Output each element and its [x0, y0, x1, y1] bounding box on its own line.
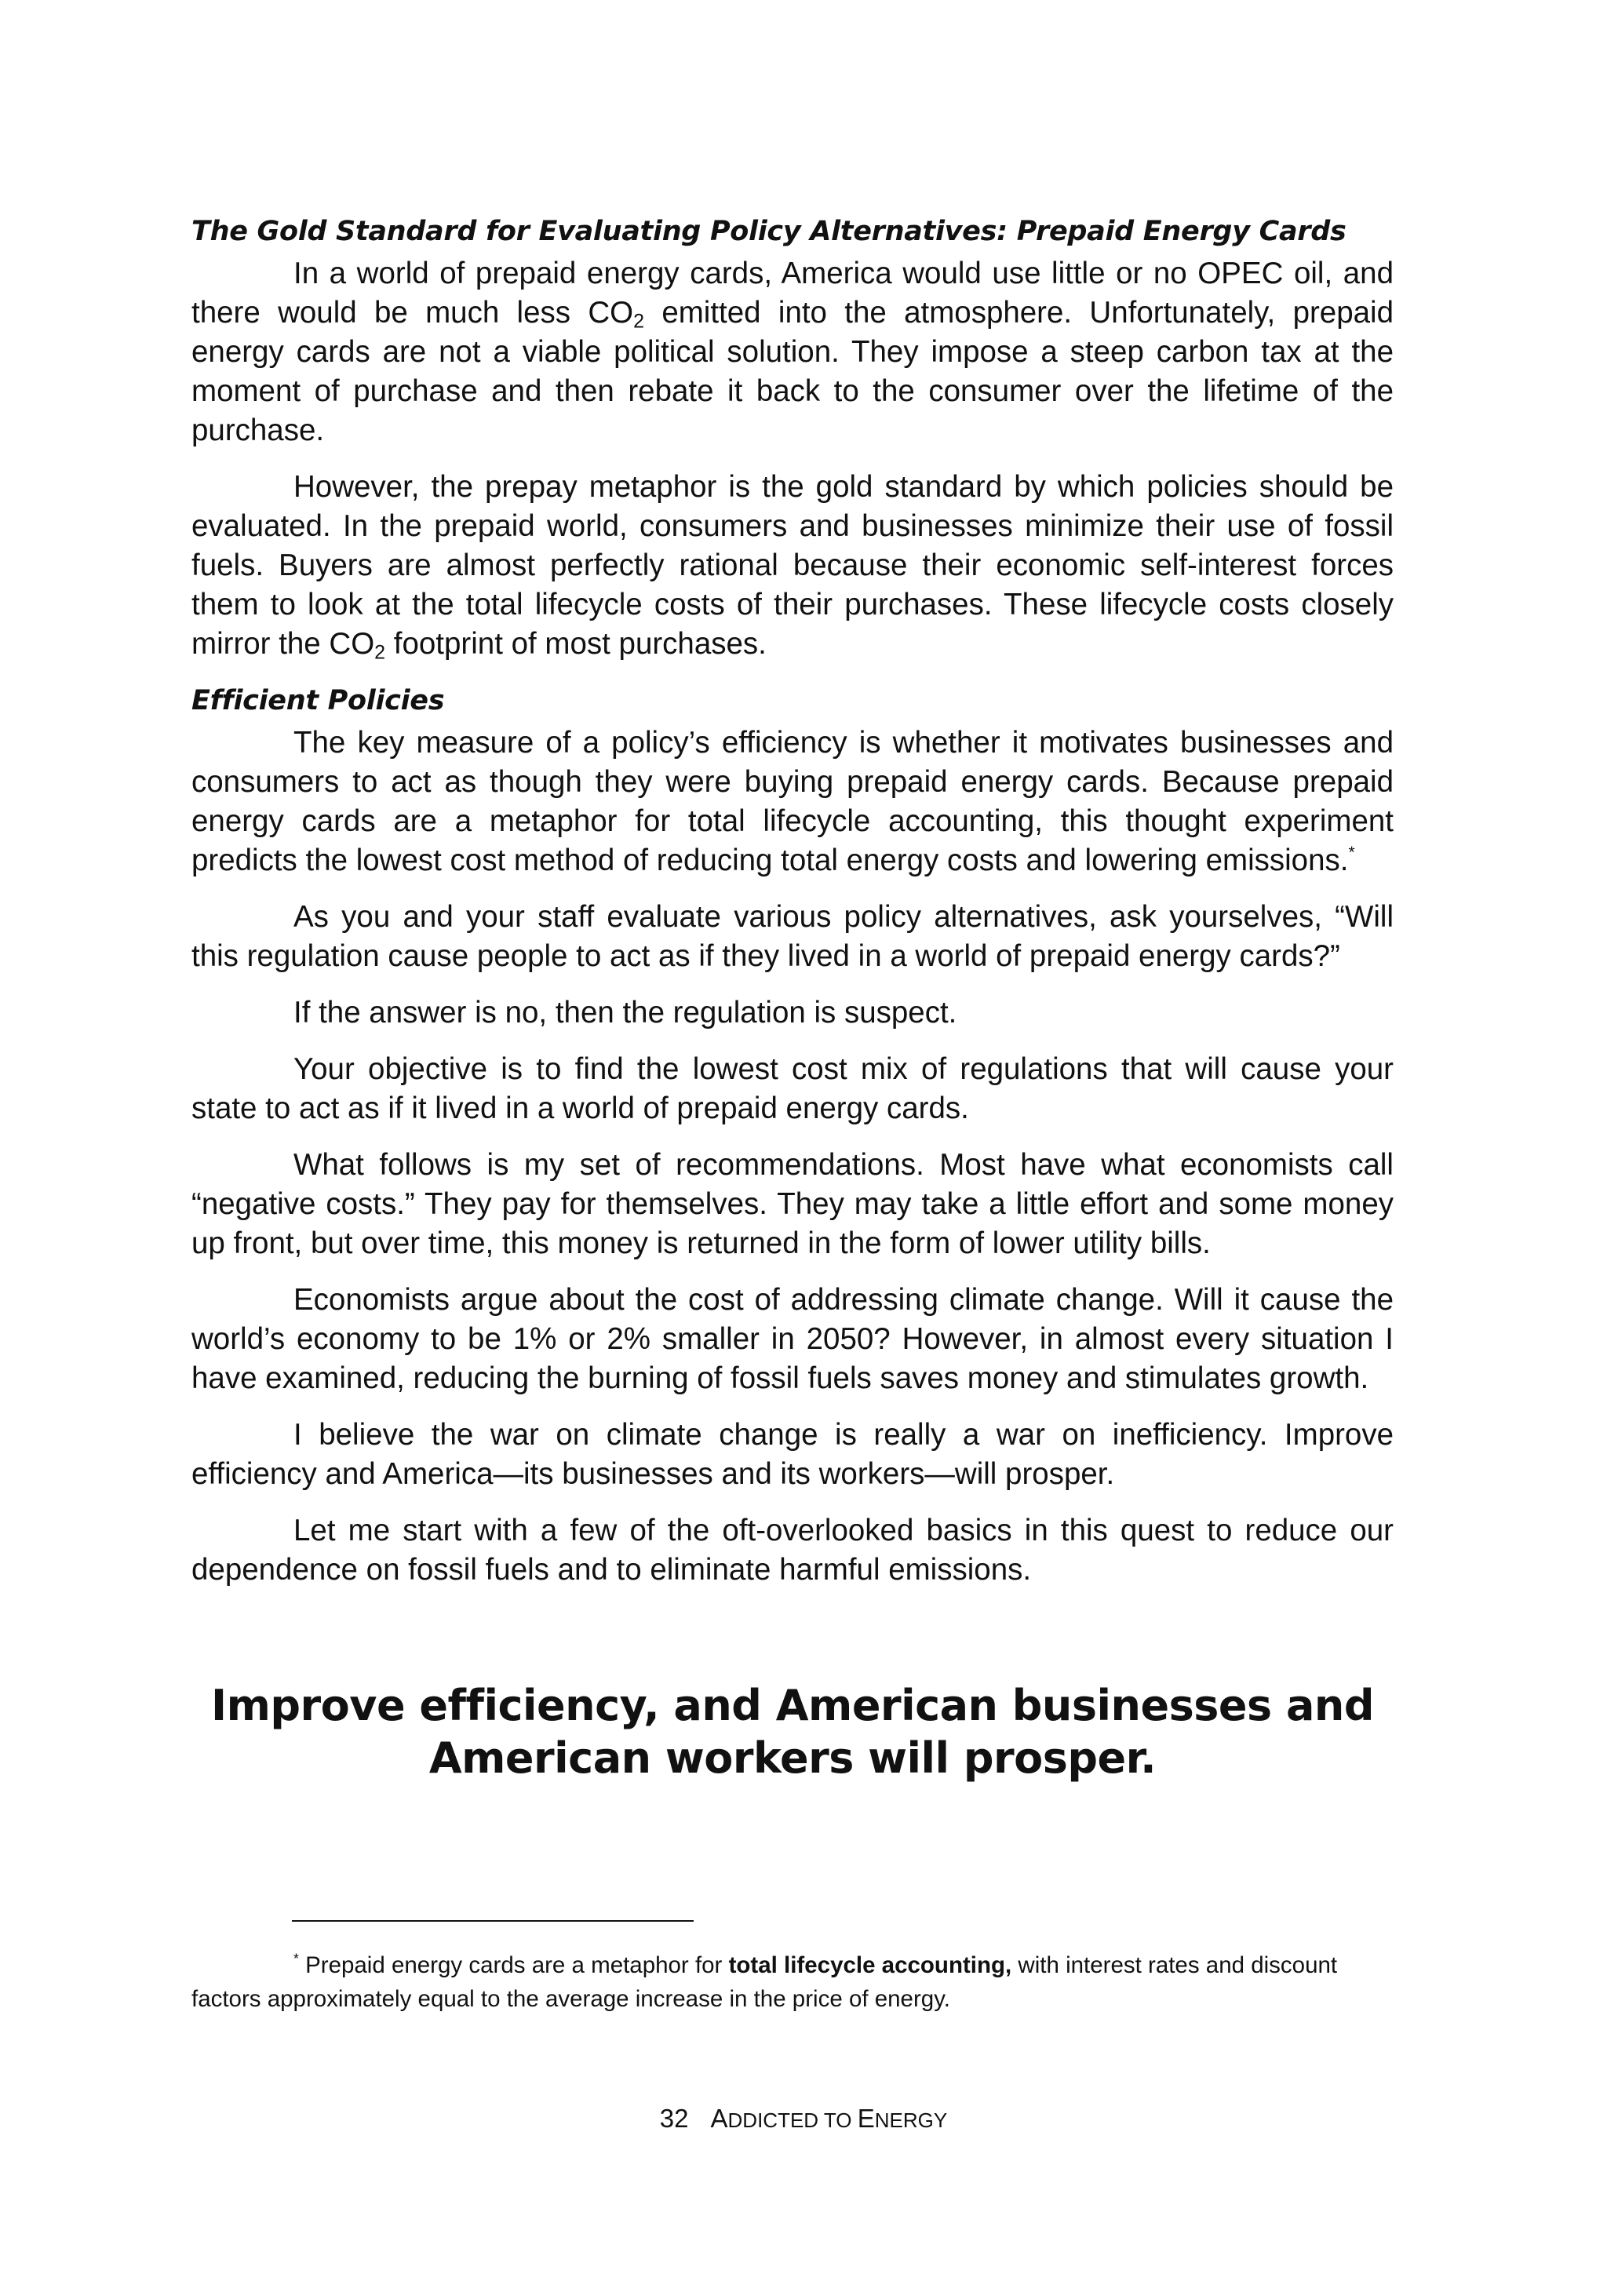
paragraph: Economists argue about the cost of addressing climate change. Will it cause the world’s economy to be 1% or 2% smaller in 2050? However, in almost every situation I have examined, reducing the burning of fossil fuels saves money and stimulates growth. [191, 1283, 1394, 1395]
footnote [191, 1948, 1394, 2016]
footnote-mark: * [293, 1950, 299, 1966]
subscript: 2 [374, 641, 386, 664]
running-footer [0, 2101, 1607, 2137]
pull-quote-line: American workers will prosper. [428, 1733, 1157, 1783]
paragraph: I believe the war on climate change is really a war on inefficiency. Improve efficiency and America—its businesses and its workers—will prosper. [191, 1418, 1394, 1491]
paragraph: Your objective is to find the lowest cost mix of regulations that will cause your state to act as if it lived in a world of prepaid energy cards. [191, 1052, 1394, 1125]
running-title-part: E [857, 2104, 875, 2133]
subscript: 2 [633, 310, 645, 333]
paragraph-text: The key measure of a policy’s efficiency is whether it motivates businesses and consumers to act as though they were buying prepaid energy cards. Because prepaid energy cards are a metaphor for total lifecycle accounting, this thought experiment predicts the lowest cost method of reducing total energy costs and lowering emissions. [191, 726, 1394, 877]
paragraph-text: emitted into the atmosphere. Unfortunately, prepaid energy cards are not a viable political solution. They impose a steep carbon tax at the moment of purchase and then rebate it back to the consumer over the lifetime of the purchase. [191, 296, 1394, 447]
paragraph: As you and your staff evaluate various policy alternatives, ask yourselves, “Will this regulation cause people to act as if they lived in a world of prepaid energy cards?” [191, 900, 1394, 973]
footnote-bold-text: total lifecycle accounting, [728, 1952, 1012, 1978]
running-title-part: A [710, 2104, 728, 2133]
section-heading-efficient-policies: Efficient Policies [191, 685, 445, 716]
footnote-divider [292, 1920, 694, 1922]
paragraph: What follows is my set of recommendations. Most have what economists call “negative costs.” They pay for themselves. They may take a little effort and some money up front, but over time, this money is returned in the form of lower utility bills. [191, 1148, 1394, 1260]
pull-quote-line: Improve efficiency, and American businesses and [211, 1681, 1374, 1730]
page-number: 32 [659, 2104, 689, 2133]
paragraph [191, 468, 1394, 664]
running-title-part: DDICTED TO [727, 2108, 858, 2132]
footnote-text: Prepaid energy cards are a metaphor for [298, 1952, 729, 1978]
paragraph [191, 254, 1394, 450]
paragraph: If the answer is no, then the regulation is suspect. [293, 996, 957, 1030]
paragraph: Let me start with a few of the oft-overlooked basics in this quest to reduce our dependence on fossil fuels and to eliminate harmful emissions. [191, 1514, 1394, 1587]
running-title [711, 2104, 948, 2133]
body-text [191, 212, 1394, 1607]
pull-quote [191, 1679, 1394, 1784]
paragraph-text: In a world of prepaid energy cards, America would use little or no OPEC oil, and there would be much less CO [191, 257, 1394, 330]
paragraph [191, 723, 1394, 880]
paragraph-text: However, the prepay metaphor is the gold standard by which policies should be evaluated. In the prepaid world, consumers and businesses minimize their use of fossil fuels. Buyers are almost perfectly rational because their economic self-interest forces them to look at the total lifecycle costs of their purchases. These lifecycle costs closely mirror the CO [191, 470, 1394, 661]
section-heading-gold-standard: The Gold Standard for Evaluating Policy Alternatives: Prepaid Energy Cards [191, 216, 1346, 247]
paragraph-text: footprint of most purchases. [385, 627, 767, 661]
footnote-text: with interest rates and discount factors approximately equal to the average increase in the price of energy. [191, 1952, 1338, 2012]
running-title-part: NERGY [874, 2108, 948, 2132]
footnote-reference[interactable]: * [1348, 844, 1355, 862]
